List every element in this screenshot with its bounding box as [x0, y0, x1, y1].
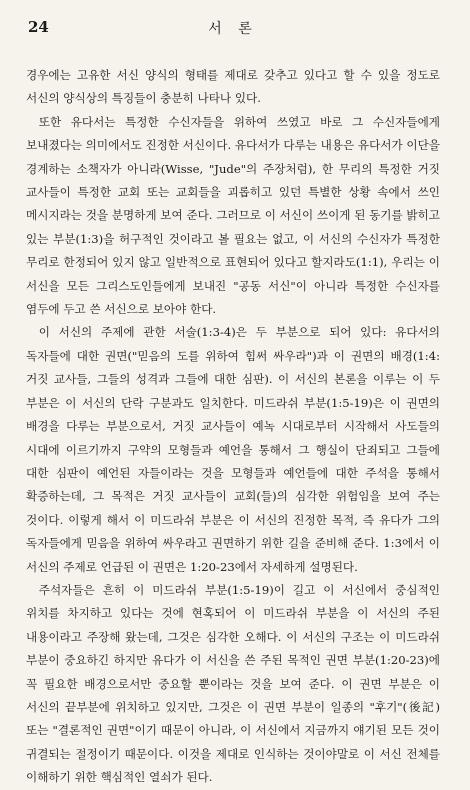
page-header	[26, 0, 440, 44]
body-text	[26, 64, 440, 790]
paragraph-3: 이 서신의 주제에 관한 서술(1:3-4)은 두 부분으로 되어 있다: 유다서의 독자들에 대한 권면("믿음의 도를 위하여 힘써 싸우라")과 이 권면의 배경(1:4: 거짓 교사들, 그들의 성격과 그들에 대한 심판). 이 서신의 본론을 이루는 이 두 부분은 이 서신의 단락 구분과도 일치한다. 미드라쉬 부분(1:5-19)은 이 권면의 배경을 다루는 부분으로서, 거짓 교사들이 예녹 시대로부터 시작해서 사도들의 시대에 이르기까지 구약의 모형들과 예언을 통해서 그 행실이 단죄되고 그들에 대한 심판이 예언된 자들이라는 것을 모형들과 예언들에 대한 주석을 통해서 확증하는데, 그 목적은 거짓 교사들이 교회(들)의 심각한 위험임을 보여 주는 것이다. 이렇게 해서 이 미드라쉬 부분은 이 서신의 진정한 목적, 즉 유다가 그의 독자들에게 믿음을 위하여 싸우라고 권면하기 위한 길을 준비해 준다. 1:3에서 이 서신의 주제로 언급된 이 권면은 1:20-23에서 자세하게 설명된다.	[26, 325, 440, 574]
page-number: 24	[28, 18, 49, 36]
paragraph-4: 주석자들은 흔히 이 미드라쉬 부분(1:5-19)이 길고 이 서신에서 중심적인 위치를 차지하고 있다는 것에 현혹되어 이 미드라쉬 부분을 이 서신의 주된 내용이라고 주장해 왔는데, 그것은 심각한 오해다. 이 서신의 구조는 이 미드라쉬 부분이 중요하긴 하지만 유다가 이 서신을 쓴 주된 목적인 권면 부분(1:20-23)에 꼭 필요한 배경으로서만 중요할 뿐이라는 것을 보여 준다. 이 권면 부분은 이 서신의 끝부분에 위치하고 있지만, 그것은 이 권면 부분이 일종의 "후기"(後記) 또는 "결론적인 권면"이기 때문이 아니라, 이 서신에서 지금까지 얘기된 모든 것이 귀결되는 절정이기 때문이다. 이것을 제대로 인식하는 것이야말로 이 서신 전체를 이해하기 위한 핵심적인 열쇠가 된다.	[26, 582, 440, 785]
paragraph-2: 또한 유다서는 특정한 수신자들을 위하여 쓰였고 바로 그 수신자들에게 보내졌다는 의미에서도 진정한 서신이다. 유다서가 다루는 내용은 유다서가 이단을 경계하는 소책자가 아니라(Wisse, "Jude"의 주장처럼), 한 무리의 특정한 거짓 교사들이 특정한 교회 또는 교회들을 괴롭히고 있던 특별한 상황 속에서 쓰인 메시지라는 것을 분명하게 보여 준다. 그러므로 이 서신이 쓰이게 된 동기를 밝히고 있는 부분(1:3)을 허구적인 것이라고 볼 필요는 없고, 이 서신의 수신자가 특정한 무리로 한정되어 있지 않고 일반적으로 표현되어 있다고 할지라도(1:1), 우리는 이 서신을 모든 그리스도인들에게 보내진 "공동 서신"이 아니라 특정한 수신자를 염두에 두고 쓴 서신으로 보아야 한다.	[26, 114, 440, 317]
running-head: 서 론	[208, 21, 258, 37]
paragraph-1: 경우에는 고유한 서신 양식의 형태를 제대로 갖추고 있다고 할 수 있을 정도로 서신의 양식상의 특징들이 충분히 나타나 있다.	[26, 68, 440, 106]
